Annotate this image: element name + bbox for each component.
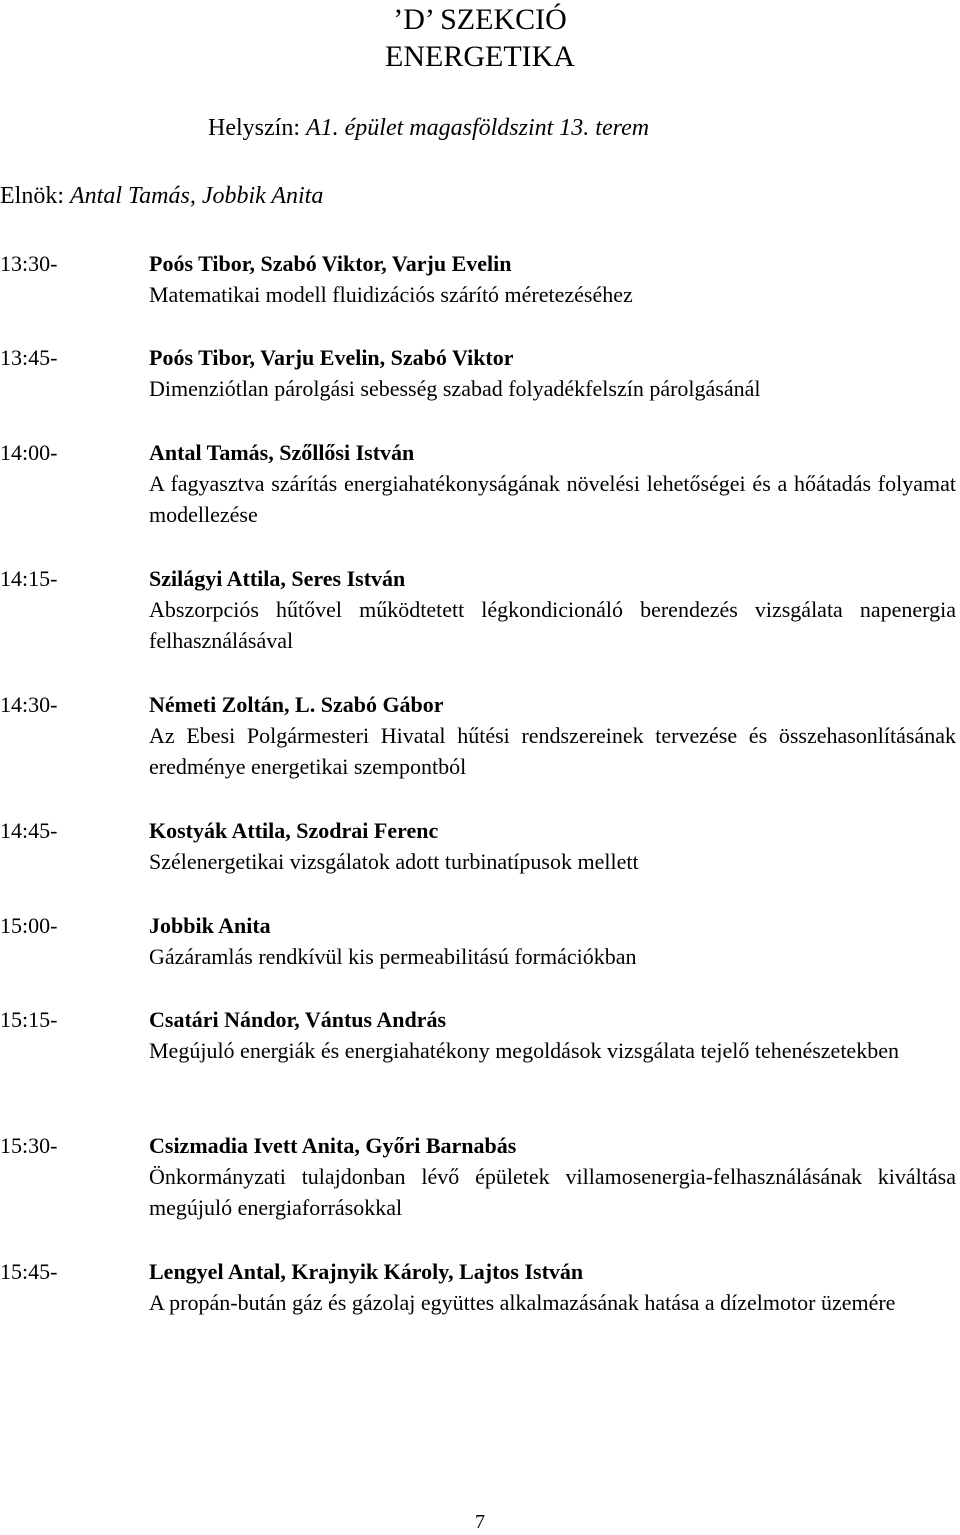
- chair-label: Elnök:: [0, 183, 64, 209]
- venue-label: Helyszín:: [208, 115, 300, 141]
- section-title: ’D’ SZEKCIÓ: [393, 3, 567, 36]
- session-time: 14:45-: [0, 818, 58, 843]
- chair-line: [0, 181, 323, 211]
- session-title: A propán-bután gáz és gázolaj együttes alkalmazásának hatása a dízelmotor üzemére: [149, 1290, 896, 1315]
- session-authors: Lengyel Antal, Krajnyik Károly, Lajtos István: [149, 1259, 584, 1284]
- venue-line: [208, 113, 649, 143]
- session-title: Matematikai modell fluidizációs szárító méretezéséhez: [149, 282, 633, 307]
- session-authors: Csatári Nándor, Vántus András: [149, 1007, 447, 1032]
- session-time: 13:30-: [0, 251, 58, 276]
- session-title: Gázáramlás rendkívül kis permeabilitású formációkban: [149, 944, 637, 969]
- chair-value: Antal Tamás, Jobbik Anita: [70, 183, 324, 209]
- session-time: 15:00-: [0, 913, 58, 938]
- session-authors: Poós Tibor, Szabó Viktor, Varju Evelin: [149, 251, 512, 276]
- session-authors: Szilágyi Attila, Seres István: [149, 566, 406, 591]
- session-authors: Jobbik Anita: [149, 913, 271, 938]
- session-time: 14:30-: [0, 692, 58, 717]
- session-authors: Németi Zoltán, L. Szabó Gábor: [149, 692, 444, 717]
- session-time: 13:45-: [0, 345, 58, 370]
- session-title: Szélenergetikai vizsgálatok adott turbinatípusok mellett: [149, 849, 639, 874]
- session-authors: Poós Tibor, Varju Evelin, Szabó Viktor: [149, 345, 514, 370]
- session-time: 14:15-: [0, 566, 58, 591]
- session-title: A fagyasztva szárítás energiahatékonyságának növelési lehetőségei és a hőátadás folyamat modellezése: [149, 471, 956, 527]
- session-time: 15:30-: [0, 1133, 58, 1158]
- session-time: 15:15-: [0, 1007, 58, 1032]
- session-time: 15:45-: [0, 1259, 58, 1284]
- section-topic: ENERGETIKA: [385, 40, 575, 73]
- venue-value: A1. épület magasföldszint 13. terem: [305, 115, 650, 141]
- page-number: 7: [475, 1511, 485, 1533]
- session-authors: Antal Tamás, Szőllősi István: [149, 440, 415, 465]
- session-authors: Kostyák Attila, Szodrai Ferenc: [149, 818, 439, 843]
- session-title: Dimenziótlan párolgási sebesség szabad folyadékfelszín párolgásánál: [149, 376, 761, 401]
- session-title: Abszorpciós hűtővel működtetett légkondicionáló berendezés vizsgálata napenergia felhasználásával: [149, 597, 956, 653]
- session-title: Az Ebesi Polgármesteri Hivatal hűtési rendszereinek tervezése és összehasonlításának eredménye energetikai szempontból: [149, 723, 956, 779]
- session-title: Megújuló energiák és energiahatékony megoldások vizsgálata tejelő tehenészetekben: [149, 1038, 899, 1063]
- session-authors: Csizmadia Ivett Anita, Győri Barnabás: [149, 1133, 517, 1158]
- session-title: Önkormányzati tulajdonban lévő épületek villamosenergia-felhasználásának kiváltása megújuló energiaforrásokkal: [149, 1164, 956, 1220]
- session-time: 14:00-: [0, 440, 58, 465]
